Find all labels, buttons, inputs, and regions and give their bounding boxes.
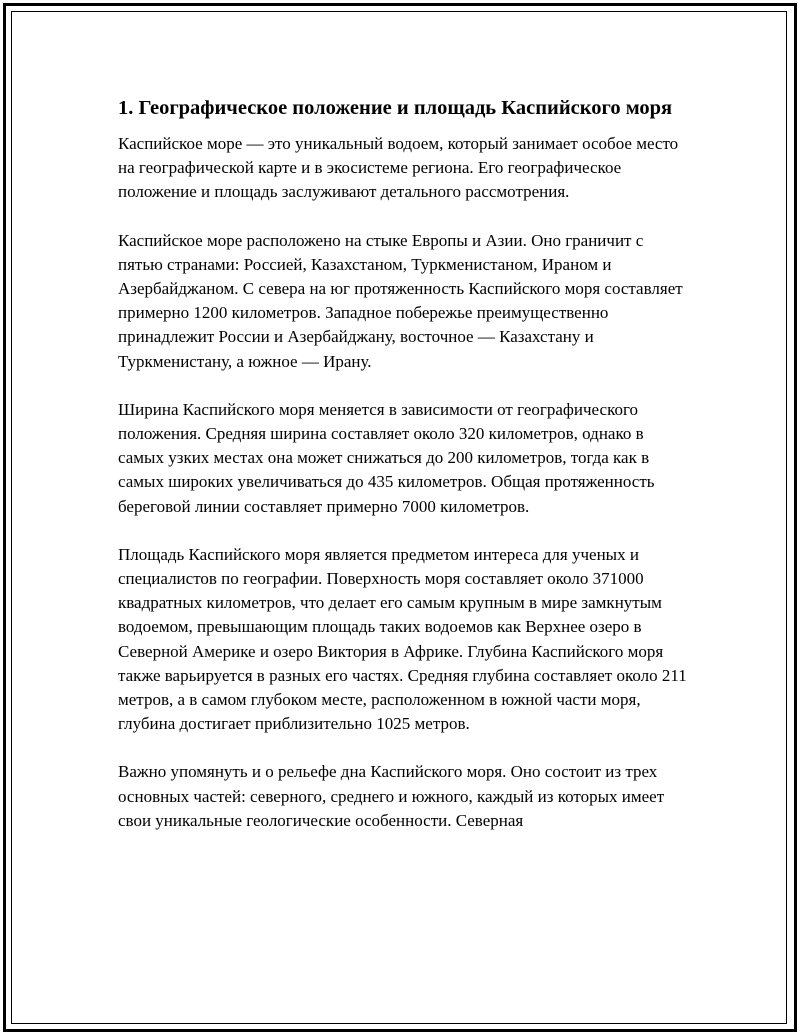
paragraph-seabed: Важно упомянуть и о рельефе дна Каспийского моря. Оно состоит из трех основных частей: северного, среднего и южного, каждый из которых имеет свои уникальные геологические особенности. Северная [118, 762, 665, 830]
paragraph-area-depth: Площадь Каспийского моря является предметом интереса для ученых и специалистов по географии. Поверхность моря составляет около 371000 квадратных километров, что делает его самым крупным в мире замкнутым водоемом, превышающим площадь таких водоемов как Верхнее озеро в Северной Америке и озеро Виктория в Африке. Глубина Каспийского моря также варьируется в разных его частях. Средняя глубина составляет около 211 метров, а в самом глубоком месте, расположенном в южной части моря, глубина достигает приблизительно 1025 метров. [118, 544, 687, 734]
document-body [118, 94, 688, 857]
section-heading: 1. Географическое положение и площадь Каспийского моря [118, 97, 673, 119]
paragraph-width: Ширина Каспийского моря меняется в зависимости от географического положения. Средняя ширина составляет около 320 километров, однако в самых узких местах она может снижаться до 200 километров, тогда как в самых широких увеличиваться до 435 километров. Общая протяженность береговой линии составляет примерно 7000 километров. [118, 399, 655, 516]
paragraph-intro: Каспийское море — это уникальный водоем, который занимает особое место на географической карте и в экосистеме региона. Его географическое положение и площадь заслуживают детального рассмотрения. [118, 134, 679, 202]
paragraph-location: Каспийское море расположено на стыке Европы и Азии. Оно граничит с пятью странами: Россией, Казахстаном, Туркменистаном, Ираном и Азербайджаном. С севера на юг протяженность Каспийского моря составляет примерно 1200 километров. Западное побережье преимущественно принадлежит России и Азербайджану, восточное — Казахстану и Туркменистану, а южное — Ирану. [118, 230, 683, 371]
